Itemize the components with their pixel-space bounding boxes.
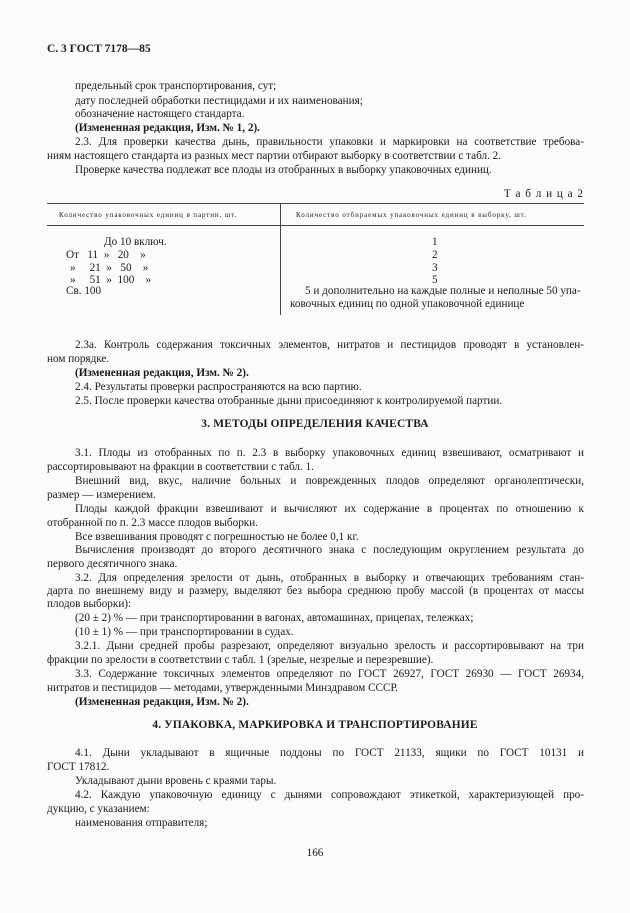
amendment-note: (Измененная редакция, Изм. № 2).: [75, 696, 249, 708]
text-line: Вычисления производят до второго десятичного знака с последующим округлением результата до: [75, 544, 584, 556]
table-caption: Т а б л и ц а 2: [503, 188, 584, 200]
table-column-divider: [280, 203, 281, 225]
text-line: предельный срок транспортирования, сут;: [75, 80, 277, 92]
table-cell: От 11 » 20 »: [66, 249, 146, 261]
text-line: (20 ± 2) % — при транспортировании в вагонах, автомашинах, прицепах, тележках;: [75, 612, 474, 624]
text-line: обозначение настоящего стандарта.: [75, 108, 245, 120]
table-cell: 5 и дополнительно на каждые полные и неполные 50 упа-: [305, 285, 581, 297]
table-cell: 5: [432, 274, 438, 286]
text-line: (10 ± 1) % — при транспортировании в судах.: [75, 626, 294, 638]
amendment-note: (Измененная редакция, Изм. № 2).: [75, 367, 249, 379]
text-line: ГОСТ 17812.: [47, 761, 110, 773]
text-line: Внешний вид, вкус, наличие больных и поврежденных плодов определяют органолептически,: [75, 475, 584, 487]
table-cell: 1: [432, 236, 438, 248]
text-line: Плоды каждой фракции взвешивают и вычисляют их содержание в процентах по отношению к: [75, 503, 584, 515]
text-line: 2.4. Результаты проверки распространяются на всю партию.: [75, 381, 362, 393]
text-line: первого десятичного знака.: [47, 558, 178, 570]
text-line: дату последней обработки пестицидами и их наименования;: [75, 95, 363, 107]
text-line: ном порядке.: [47, 353, 110, 365]
text-line: ниям настоящего стандарта из разных мест партии отбирают выборку в соответствии с табл. 2.: [47, 150, 502, 162]
text-line: 4.1. Дыни укладывают в ящичные поддоны по ГОСТ 21133, ящики по ГОСТ 10131 и: [75, 747, 584, 759]
text-line: нитратов и пестицидов — методами, утвержденными Минздравом СССР.: [47, 682, 399, 694]
text-line: 2.5. После проверки качества отобранные дыни присоединяют к контролируемой партии.: [75, 395, 503, 407]
text-line: дарта по внешнему виду и размеру, выделяют без выбора среднюю пробу массой (в процентах от массы: [47, 585, 584, 597]
table-cell: » 21 » 50 »: [70, 262, 149, 274]
text-line: 4.2. Каждую упаковочную единицу с дынями сопровождают этикеткой, характеризующей про-: [75, 789, 584, 801]
table-header-col1: Количество упаковочных единиц в партии, шт.: [59, 211, 238, 219]
table-cell: » 51 » 100 »: [70, 274, 152, 286]
table-cell: 2: [432, 249, 438, 261]
page-header: С. 3 ГОСТ 7178—85: [47, 43, 151, 55]
table-header-col2: Количество отбираемых упаковочных единиц в выборку, шт.: [296, 211, 527, 219]
text-line: 3.2. Для определения зрелости от дынь, отобранных в выборку и отвечающих требованиям стан-: [75, 572, 584, 584]
text-line: рассортировывают на фракции в соответствии с табл. 1.: [47, 461, 314, 473]
text-line: 3.1. Плоды из отобранных по п. 2.3 в выборку упаковочных единиц взвешивают, осматривают и: [75, 447, 584, 459]
page-number: 166: [306, 847, 324, 859]
text-line: 2.3а. Контроль содержания токсичных элементов, нитратов и пестицидов проводят в установлен-: [75, 339, 584, 351]
text-line: наименования отправителя;: [75, 817, 208, 829]
text-line: 2.3. Для проверки качества дынь, правильности упаковки и маркировки на соответствие требова-: [75, 136, 584, 148]
amendment-note: (Измененная редакция, Изм. № 1, 2).: [75, 122, 260, 134]
table-top-rule: [47, 203, 584, 204]
text-line: 3.2.1. Дыни средней пробы разрезают, определяют визуально зрелость и рассортировывают на три: [75, 640, 584, 652]
text-line: фракции по зрелости в соответствии с табл. 1 (зрелые, незрелые и перезревшие).: [47, 654, 434, 666]
text-line: плодов выборки):: [47, 598, 132, 610]
text-line: дукцию, с указанием:: [47, 803, 150, 815]
table-cell: ковочных единиц по одной упаковочной единице: [290, 298, 525, 310]
section-heading: 4. УПАКОВКА, МАРКИРОВКА И ТРАНСПОРТИРОВАНИЕ: [152, 719, 478, 731]
table-cell: Св. 100: [66, 285, 102, 297]
text-line: Все взвешивания проводят с погрешностью не более 0,1 кг.: [75, 531, 359, 543]
table-cell: 3: [432, 262, 438, 274]
text-line: размер — измерением.: [47, 489, 156, 501]
text-line: Укладывают дыни вровень с краями тары.: [75, 775, 277, 787]
section-heading: 3. МЕТОДЫ ОПРЕДЕЛЕНИЯ КАЧЕСТВА: [201, 418, 429, 430]
text-line: Проверке качества подлежат все плоды из отобранных в выборку упаковочных единиц.: [75, 164, 492, 176]
table-column-divider: [280, 225, 281, 315]
text-line: отобранной по п. 2.3 массе плодов выборки.: [47, 517, 259, 529]
table-header-rule: [47, 225, 584, 226]
table-cell: До 10 включ.: [104, 236, 167, 248]
text-line: 3.3. Содержание токсичных элементов определяют по ГОСТ 26927, ГОСТ 26930 — ГОСТ 26934,: [75, 668, 584, 680]
